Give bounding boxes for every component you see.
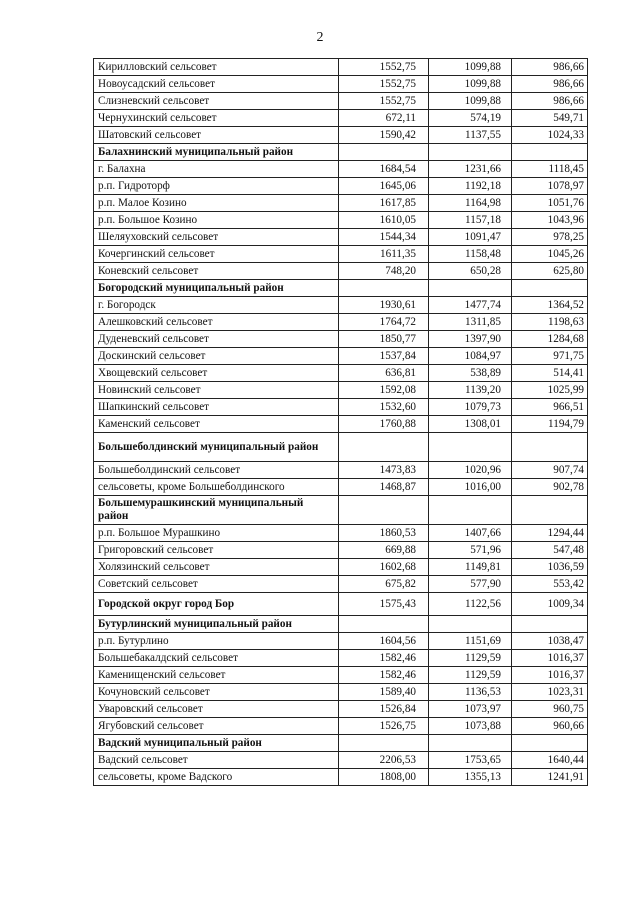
value-cell-2: 1099,88 [429, 76, 512, 93]
name-cell: Большемурашкинский муниципальный район [94, 496, 339, 525]
value-cell-3: 1016,37 [512, 650, 588, 667]
table-row [94, 246, 588, 263]
value-cell-3: 960,66 [512, 718, 588, 735]
name-cell: Балахнинский муниципальный район [94, 144, 339, 161]
value-cell-3 [512, 616, 588, 633]
value-cell-3: 625,80 [512, 263, 588, 280]
name-cell: Шеляуховский сельсовет [94, 229, 339, 246]
value-cell-2: 1355,13 [429, 769, 512, 786]
name-cell: Советский сельсовет [94, 576, 339, 593]
value-cell-1: 1611,35 [339, 246, 429, 263]
value-cell-1: 636,81 [339, 365, 429, 382]
value-cell-2: 650,28 [429, 263, 512, 280]
value-cell-3: 1640,44 [512, 752, 588, 769]
value-cell-1: 1604,56 [339, 633, 429, 650]
tariff-table [93, 58, 588, 786]
value-cell-3: 549,71 [512, 110, 588, 127]
name-cell: Хвощевский сельсовет [94, 365, 339, 382]
table-row [94, 382, 588, 399]
value-cell-1: 1473,83 [339, 462, 429, 479]
value-cell-1: 1764,72 [339, 314, 429, 331]
table-row [94, 212, 588, 229]
table-row [94, 93, 588, 110]
value-cell-2 [429, 433, 512, 462]
value-cell-2: 1149,81 [429, 559, 512, 576]
table-row [94, 576, 588, 593]
value-cell-3: 1078,97 [512, 178, 588, 195]
name-cell: Городской округ город Бор [94, 593, 339, 616]
value-cell-3: 986,66 [512, 59, 588, 76]
value-cell-2: 571,96 [429, 542, 512, 559]
name-cell: Слизневский сельсовет [94, 93, 339, 110]
value-cell-1: 1684,54 [339, 161, 429, 178]
value-cell-1: 2206,53 [339, 752, 429, 769]
name-cell: Новинский сельсовет [94, 382, 339, 399]
section-header-row [94, 433, 588, 462]
name-cell: Шапкинский сельсовет [94, 399, 339, 416]
value-cell-3 [512, 280, 588, 297]
table-row [94, 684, 588, 701]
name-cell: Дуденевский сельсовет [94, 331, 339, 348]
value-cell-1: 675,82 [339, 576, 429, 593]
value-cell-1: 1850,77 [339, 331, 429, 348]
value-cell-2 [429, 496, 512, 525]
value-cell-1: 1532,60 [339, 399, 429, 416]
value-cell-1: 1582,46 [339, 650, 429, 667]
value-cell-3: 1118,45 [512, 161, 588, 178]
section-header-row [94, 616, 588, 633]
table-row [94, 462, 588, 479]
value-cell-1: 1617,85 [339, 195, 429, 212]
value-cell-2: 1073,97 [429, 701, 512, 718]
name-cell: Большеболдинский муниципальный район [94, 433, 339, 462]
value-cell-1: 748,20 [339, 263, 429, 280]
value-cell-1: 1760,88 [339, 416, 429, 433]
name-cell: г. Балахна [94, 161, 339, 178]
value-cell-1 [339, 280, 429, 297]
section-header-row [94, 280, 588, 297]
value-cell-2: 1158,48 [429, 246, 512, 263]
value-cell-2 [429, 280, 512, 297]
value-cell-2: 1129,59 [429, 650, 512, 667]
value-cell-2: 1137,55 [429, 127, 512, 144]
value-cell-2: 1192,18 [429, 178, 512, 195]
value-cell-2: 1016,00 [429, 479, 512, 496]
value-cell-1: 1930,61 [339, 297, 429, 314]
value-cell-2: 1099,88 [429, 59, 512, 76]
value-cell-3: 1024,33 [512, 127, 588, 144]
value-cell-1: 1610,05 [339, 212, 429, 229]
value-cell-1: 1602,68 [339, 559, 429, 576]
value-cell-3: 514,41 [512, 365, 588, 382]
value-cell-2: 1084,97 [429, 348, 512, 365]
value-cell-2 [429, 144, 512, 161]
value-cell-3: 1051,76 [512, 195, 588, 212]
value-cell-1: 1552,75 [339, 76, 429, 93]
value-cell-3: 902,78 [512, 479, 588, 496]
value-cell-2: 574,19 [429, 110, 512, 127]
value-cell-1: 1552,75 [339, 93, 429, 110]
table-row [94, 110, 588, 127]
name-cell: Вадский муниципальный район [94, 735, 339, 752]
value-cell-1: 1526,84 [339, 701, 429, 718]
value-cell-2: 1129,59 [429, 667, 512, 684]
name-cell: сельсоветы, кроме Большеболдинского [94, 479, 339, 496]
name-cell: Григоровский сельсовет [94, 542, 339, 559]
table-row [94, 331, 588, 348]
name-cell: Чернухинский сельсовет [94, 110, 339, 127]
name-cell: Уваровский сельсовет [94, 701, 339, 718]
value-cell-3: 1009,34 [512, 593, 588, 616]
name-cell: Каменищенский сельсовет [94, 667, 339, 684]
value-cell-3: 553,42 [512, 576, 588, 593]
table-row [94, 314, 588, 331]
table-row [94, 633, 588, 650]
table-row [94, 127, 588, 144]
name-cell: сельсоветы, кроме Вадского [94, 769, 339, 786]
name-cell: Большеболдинский сельсовет [94, 462, 339, 479]
table-row [94, 161, 588, 178]
value-cell-1 [339, 616, 429, 633]
table-row [94, 416, 588, 433]
value-cell-2: 1073,88 [429, 718, 512, 735]
name-cell: Кочуновский сельсовет [94, 684, 339, 701]
section-header-row [94, 144, 588, 161]
value-cell-3: 960,75 [512, 701, 588, 718]
section-header-row [94, 496, 588, 525]
value-cell-3 [512, 433, 588, 462]
value-cell-2: 1020,96 [429, 462, 512, 479]
section-header-row [94, 735, 588, 752]
table-row [94, 263, 588, 280]
value-cell-2: 577,90 [429, 576, 512, 593]
value-cell-3: 1364,52 [512, 297, 588, 314]
value-cell-2: 1164,98 [429, 195, 512, 212]
value-cell-3: 547,48 [512, 542, 588, 559]
value-cell-2: 1407,66 [429, 525, 512, 542]
value-cell-3: 1043,96 [512, 212, 588, 229]
value-cell-3: 1294,44 [512, 525, 588, 542]
value-cell-2: 1122,56 [429, 593, 512, 616]
name-cell: Холязинский сельсовет [94, 559, 339, 576]
value-cell-3 [512, 496, 588, 525]
value-cell-2: 1308,01 [429, 416, 512, 433]
value-cell-1: 1645,06 [339, 178, 429, 195]
value-cell-2: 1091,47 [429, 229, 512, 246]
value-cell-1: 672,11 [339, 110, 429, 127]
value-cell-2: 1397,90 [429, 331, 512, 348]
table-body [94, 59, 588, 786]
value-cell-3: 1036,59 [512, 559, 588, 576]
value-cell-2 [429, 735, 512, 752]
value-cell-1: 1544,34 [339, 229, 429, 246]
table-row [94, 752, 588, 769]
value-cell-1 [339, 735, 429, 752]
name-cell: Алешковский сельсовет [94, 314, 339, 331]
value-cell-1: 1468,87 [339, 479, 429, 496]
value-cell-3: 1016,37 [512, 667, 588, 684]
table-row [94, 195, 588, 212]
name-cell: г. Богородск [94, 297, 339, 314]
name-cell: Новоусадский сельсовет [94, 76, 339, 93]
value-cell-1: 1589,40 [339, 684, 429, 701]
value-cell-2: 1753,65 [429, 752, 512, 769]
section-header-row [94, 593, 588, 616]
value-cell-3: 1025,99 [512, 382, 588, 399]
value-cell-3: 971,75 [512, 348, 588, 365]
value-cell-3: 907,74 [512, 462, 588, 479]
value-cell-3: 1198,63 [512, 314, 588, 331]
value-cell-2: 1099,88 [429, 93, 512, 110]
table-row [94, 348, 588, 365]
value-cell-3: 1038,47 [512, 633, 588, 650]
value-cell-1: 1590,42 [339, 127, 429, 144]
value-cell-3: 986,66 [512, 93, 588, 110]
value-cell-3: 966,51 [512, 399, 588, 416]
table-row [94, 701, 588, 718]
value-cell-1 [339, 144, 429, 161]
name-cell: Каменский сельсовет [94, 416, 339, 433]
name-cell: р.п. Большое Мурашкино [94, 525, 339, 542]
value-cell-3: 1241,91 [512, 769, 588, 786]
table-row [94, 399, 588, 416]
name-cell: Вадский сельсовет [94, 752, 339, 769]
table-row [94, 667, 588, 684]
name-cell: Богородский муниципальный район [94, 280, 339, 297]
value-cell-2: 1231,66 [429, 161, 512, 178]
name-cell: Кочергинский сельсовет [94, 246, 339, 263]
value-cell-2 [429, 616, 512, 633]
value-cell-2: 1139,20 [429, 382, 512, 399]
table-row [94, 76, 588, 93]
table-row [94, 297, 588, 314]
value-cell-3: 1284,68 [512, 331, 588, 348]
name-cell: Коневский сельсовет [94, 263, 339, 280]
value-cell-2: 1311,85 [429, 314, 512, 331]
value-cell-2: 1157,18 [429, 212, 512, 229]
name-cell: р.п. Гидроторф [94, 178, 339, 195]
table-row [94, 650, 588, 667]
name-cell: Шатовский сельсовет [94, 127, 339, 144]
value-cell-1: 1808,00 [339, 769, 429, 786]
value-cell-3: 1023,31 [512, 684, 588, 701]
value-cell-3: 1194,79 [512, 416, 588, 433]
value-cell-1: 1592,08 [339, 382, 429, 399]
table-row [94, 559, 588, 576]
table-row [94, 178, 588, 195]
table-row [94, 365, 588, 382]
value-cell-2: 1079,73 [429, 399, 512, 416]
value-cell-1 [339, 496, 429, 525]
table-row [94, 479, 588, 496]
table-row [94, 769, 588, 786]
name-cell: р.п. Малое Козино [94, 195, 339, 212]
value-cell-1: 1860,53 [339, 525, 429, 542]
name-cell: Кирилловский сельсовет [94, 59, 339, 76]
table-row [94, 525, 588, 542]
value-cell-2: 1477,74 [429, 297, 512, 314]
name-cell: р.п. Бутурлино [94, 633, 339, 650]
name-cell: Доскинский сельсовет [94, 348, 339, 365]
value-cell-2: 1151,69 [429, 633, 512, 650]
value-cell-1: 1526,75 [339, 718, 429, 735]
value-cell-1: 1575,43 [339, 593, 429, 616]
value-cell-3 [512, 144, 588, 161]
name-cell: р.п. Большое Козино [94, 212, 339, 229]
value-cell-3: 978,25 [512, 229, 588, 246]
table-row [94, 59, 588, 76]
value-cell-1: 1582,46 [339, 667, 429, 684]
table-row [94, 718, 588, 735]
value-cell-2: 1136,53 [429, 684, 512, 701]
value-cell-3 [512, 735, 588, 752]
name-cell: Ягубовский сельсовет [94, 718, 339, 735]
value-cell-3: 986,66 [512, 76, 588, 93]
table-row [94, 542, 588, 559]
value-cell-3: 1045,26 [512, 246, 588, 263]
page-number: 2 [316, 30, 324, 45]
value-cell-1: 669,88 [339, 542, 429, 559]
name-cell: Бутурлинский муниципальный район [94, 616, 339, 633]
table-row [94, 229, 588, 246]
value-cell-1: 1552,75 [339, 59, 429, 76]
value-cell-1: 1537,84 [339, 348, 429, 365]
name-cell: Большебакалдский сельсовет [94, 650, 339, 667]
value-cell-1 [339, 433, 429, 462]
value-cell-2: 538,89 [429, 365, 512, 382]
